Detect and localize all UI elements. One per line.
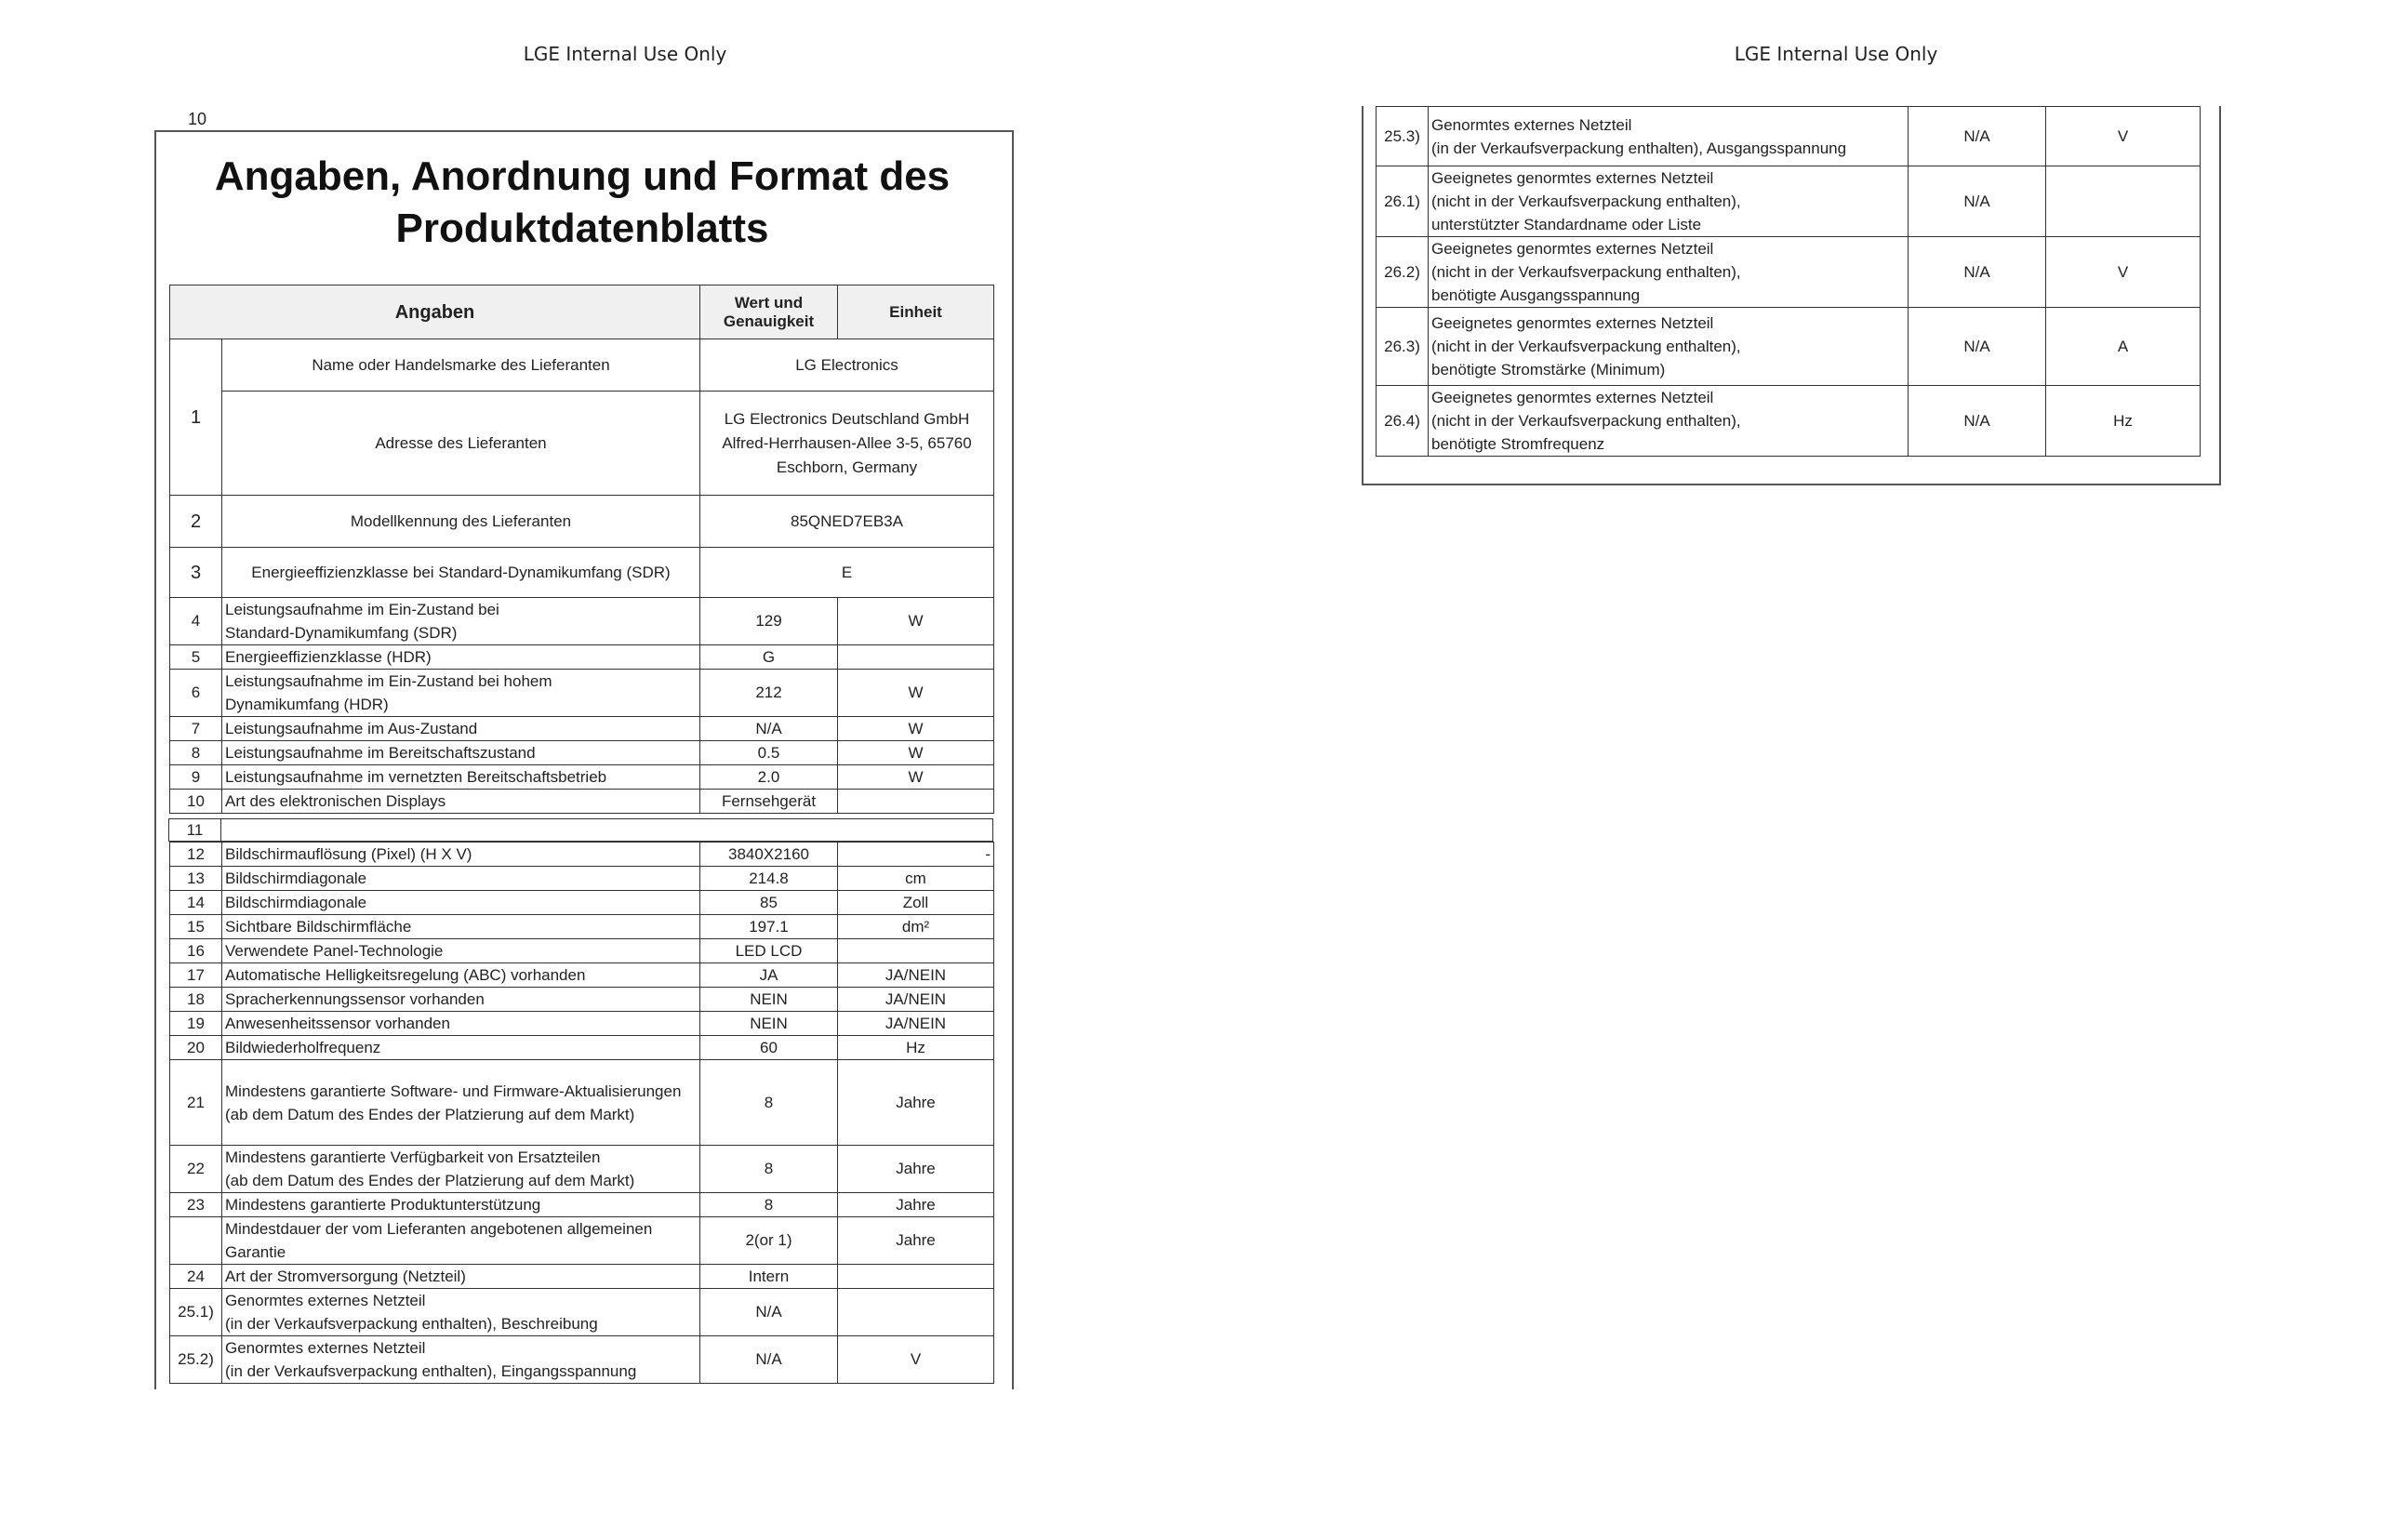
row-label <box>1429 308 1909 386</box>
row-value: N/A <box>1909 237 2046 308</box>
row-label <box>222 717 700 741</box>
table-row <box>170 1060 994 1146</box>
row-label <box>1429 166 1909 237</box>
row-label-line: Standard-Dynamikumfang (SDR) <box>225 624 458 642</box>
row-unit: Zoll <box>838 891 994 915</box>
header-angaben: Angaben <box>170 285 700 339</box>
row-unit: V <box>2046 107 2201 166</box>
row-number <box>170 1217 222 1265</box>
row-value: N/A <box>700 1336 838 1384</box>
row-label-line: Sichtbare Bildschirmfläche <box>225 918 412 936</box>
row-label-line: Leistungsaufnahme im Bereitschaftszustand <box>225 744 536 762</box>
row-number: 19 <box>170 1012 222 1036</box>
row-label-line: Energieeffizienzklasse (HDR) <box>225 648 432 666</box>
row-value: 197.1 <box>700 915 838 939</box>
row-value: 8 <box>700 1193 838 1217</box>
row-label <box>222 1146 700 1193</box>
row-unit: W <box>838 717 994 741</box>
table-row <box>170 1146 994 1193</box>
header-wert-line1: Wert und <box>734 293 804 312</box>
table-row <box>170 1289 994 1336</box>
row-label-line: Genormtes externes Netzteil <box>225 1292 426 1309</box>
datasheet-table-part1 <box>169 285 994 814</box>
row-label <box>1429 237 1909 308</box>
row-label-line: (nicht in der Verkaufsverpackung enthalten), <box>1431 338 1741 355</box>
row-value: Intern <box>700 1265 838 1289</box>
row-label <box>1429 386 1909 457</box>
row-number: 2 <box>170 496 222 548</box>
title-line-1: Angaben, Anordnung und Format des <box>214 153 951 199</box>
row-label-line: Mindestens garantierte Software- und Firmware-Aktualisierungen <box>225 1082 682 1100</box>
row-label <box>222 843 700 867</box>
table-row <box>170 717 994 741</box>
row-unit: Hz <box>2046 386 2201 457</box>
row-unit: cm <box>838 867 994 891</box>
table-row <box>1377 386 2201 457</box>
row-number: 11 <box>169 819 221 842</box>
table-row <box>170 915 994 939</box>
row-number: 4 <box>170 598 222 645</box>
row-label-line: Bildschirmauflösung (Pixel) (H X V) <box>225 845 472 863</box>
datasheet-table-part2 <box>169 842 994 1384</box>
row-value: N/A <box>700 1289 838 1336</box>
row-label-line: Bildwiederholfrequenz <box>225 1039 381 1056</box>
table-row <box>170 392 994 496</box>
row-value: 3840X2160 <box>700 843 838 867</box>
table-row <box>1377 237 2201 308</box>
row-value: JA <box>700 963 838 988</box>
row-number: 26.1) <box>1377 166 1429 237</box>
row-unit: JA/NEIN <box>838 963 994 988</box>
row-label <box>222 670 700 717</box>
row-value: 8 <box>700 1060 838 1146</box>
table-row <box>170 741 994 765</box>
row-label-line: (nicht in der Verkaufsverpackung enthalten), <box>1431 192 1741 210</box>
model-value: 85QNED7EB3A <box>700 496 994 548</box>
row-value: G <box>700 645 838 670</box>
row-label <box>222 988 700 1012</box>
row-value: N/A <box>1909 386 2046 457</box>
table-row <box>170 1265 994 1289</box>
table-row <box>170 1217 994 1265</box>
row-label-line: Geeignetes genormtes externes Netzteil <box>1431 240 1714 258</box>
row-label-line: Dynamikumfang (HDR) <box>225 696 389 713</box>
row-value: 2.0 <box>700 765 838 790</box>
row-number: 16 <box>170 939 222 963</box>
row-label-line: (in der Verkaufsverpackung enthalten), Eingangsspannung <box>225 1362 637 1380</box>
table-row <box>170 1036 994 1060</box>
row-number: 20 <box>170 1036 222 1060</box>
row-label-line: Geeignetes genormtes externes Netzteil <box>1431 314 1714 332</box>
page-header-right: LGE Internal Use Only <box>1734 43 1938 65</box>
row-label-line: Anwesenheitssensor vorhanden <box>225 1015 450 1032</box>
table-row <box>170 988 994 1012</box>
row-value: Fernsehgerät <box>700 790 838 814</box>
row-label-line: (in der Verkaufsverpackung enthalten), Ausgangsspannung <box>1431 139 1847 157</box>
row-label <box>222 1265 700 1289</box>
row-label <box>222 915 700 939</box>
table-row <box>170 548 994 598</box>
row-label-line: benötigte Stromfrequenz <box>1431 435 1605 453</box>
row-label-line: Art der Stromversorgung (Netzteil) <box>225 1268 466 1285</box>
row-number: 13 <box>170 867 222 891</box>
row-value: N/A <box>1909 107 2046 166</box>
row-number: 22 <box>170 1146 222 1193</box>
row-number: 18 <box>170 988 222 1012</box>
row-number: 5 <box>170 645 222 670</box>
row-number: 3 <box>170 548 222 598</box>
supplier-name-label: Name oder Handelsmarke des Lieferanten <box>222 339 700 392</box>
table-row <box>170 867 994 891</box>
datasheet-table-part3 <box>1376 106 2201 457</box>
row-label-line: Leistungsaufnahme im Ein-Zustand bei hohem <box>225 672 552 690</box>
row-label <box>222 891 700 915</box>
row-label-line: Leistungsaufnahme im vernetzten Bereitschaftsbetrieb <box>225 768 607 786</box>
row-label-line: Mindestens garantierte Verfügbarkeit von Ersatzteilen <box>225 1148 601 1166</box>
row-value: 60 <box>700 1036 838 1060</box>
row-11-table <box>168 818 993 842</box>
row-number: 23 <box>170 1193 222 1217</box>
document-title <box>173 151 991 255</box>
row-unit <box>838 939 994 963</box>
table-row <box>170 496 994 548</box>
row-number: 26.3) <box>1377 308 1429 386</box>
row-label-line: (ab dem Datum des Endes der Platzierung auf dem Markt) <box>225 1172 635 1189</box>
row-label <box>222 867 700 891</box>
table-row-11 <box>169 818 993 843</box>
row-label-line: Bildschirmdiagonale <box>225 894 367 911</box>
row-label <box>222 1217 700 1265</box>
row-label-line: Verwendete Panel-Technologie <box>225 942 444 960</box>
row-number: 1 <box>170 339 222 496</box>
row-unit: Hz <box>838 1036 994 1060</box>
table-row <box>170 598 994 645</box>
row-unit <box>838 1289 994 1336</box>
row-unit: Jahre <box>838 1193 994 1217</box>
row-number: 14 <box>170 891 222 915</box>
row-unit: Jahre <box>838 1146 994 1193</box>
row-number: 6 <box>170 670 222 717</box>
row-value: NEIN <box>700 988 838 1012</box>
row-value: LED LCD <box>700 939 838 963</box>
row-label-line: Automatische Helligkeitsregelung (ABC) vorhanden <box>225 966 586 984</box>
table-header-row <box>170 285 994 339</box>
row-value: NEIN <box>700 1012 838 1036</box>
header-einheit: Einheit <box>838 285 994 339</box>
row-label-line: Leistungsaufnahme im Ein-Zustand bei <box>225 601 499 618</box>
row-unit: V <box>838 1336 994 1384</box>
table-row <box>170 339 994 392</box>
row-unit: dm² <box>838 915 994 939</box>
row-label-line: benötigte Ausgangsspannung <box>1431 286 1641 304</box>
address-line-3: Eschborn, Germany <box>776 458 918 476</box>
row-label-line: (nicht in der Verkaufsverpackung enthalten), <box>1431 412 1741 430</box>
row-value: 2(or 1) <box>700 1217 838 1265</box>
title-line-2: Produktdatenblatts <box>395 206 769 251</box>
row-value: 8 <box>700 1146 838 1193</box>
row-value: 0.5 <box>700 741 838 765</box>
table-row <box>170 891 994 915</box>
energy-class-sdr-value: E <box>700 548 994 598</box>
row-label <box>222 1012 700 1036</box>
row-unit: A <box>2046 308 2201 386</box>
table-row <box>170 645 994 670</box>
row-label-line: Genormtes externes Netzteil <box>225 1339 426 1357</box>
row-number: 25.3) <box>1377 107 1429 166</box>
table-row <box>1377 308 2201 386</box>
page-header-left: LGE Internal Use Only <box>523 43 727 65</box>
row-label <box>222 1193 700 1217</box>
table-row <box>170 1336 994 1384</box>
row-label <box>222 1336 700 1384</box>
row-label-line: (ab dem Datum des Endes der Platzierung auf dem Markt) <box>225 1105 635 1123</box>
row-label-line: Garantie <box>225 1243 286 1261</box>
row-label <box>222 598 700 645</box>
table-row <box>170 939 994 963</box>
row-label-line: Leistungsaufnahme im Aus-Zustand <box>225 720 478 737</box>
row-number: 26.2) <box>1377 237 1429 308</box>
row-unit: - <box>838 843 994 867</box>
row-label <box>222 645 700 670</box>
row-value: 129 <box>700 598 838 645</box>
row-value: N/A <box>1909 166 2046 237</box>
row-value: 212 <box>700 670 838 717</box>
table-row <box>1377 107 2201 166</box>
row-label-line: benötigte Stromstärke (Minimum) <box>1431 361 1666 378</box>
row-label-line: (in der Verkaufsverpackung enthalten), Beschreibung <box>225 1315 598 1333</box>
row-number: 12 <box>170 843 222 867</box>
header-wert <box>700 285 838 339</box>
row-label-line: (nicht in der Verkaufsverpackung enthalten), <box>1431 263 1741 281</box>
page-number: 10 <box>188 110 207 128</box>
row-label <box>222 1036 700 1060</box>
row-label-line: Spracherkennungssensor vorhanden <box>225 990 485 1008</box>
row-unit: W <box>838 598 994 645</box>
row-number: 17 <box>170 963 222 988</box>
row-number: 24 <box>170 1265 222 1289</box>
row-number: 25.2) <box>170 1336 222 1384</box>
row-label <box>222 1060 700 1146</box>
table-row <box>170 1012 994 1036</box>
address-line-1: LG Electronics Deutschland GmbH <box>724 409 970 428</box>
row-label-line: Mindestens garantierte Produktunterstützung <box>225 1196 541 1214</box>
table-row <box>170 1193 994 1217</box>
row-label <box>222 765 700 790</box>
row-label <box>222 963 700 988</box>
row-label <box>222 1289 700 1336</box>
table-row <box>1377 166 2201 237</box>
address-line-2: Alfred-Herrhausen-Allee 3-5, 65760 <box>722 433 972 452</box>
row-label <box>222 790 700 814</box>
supplier-name-value: LG Electronics <box>700 339 994 392</box>
row-unit: Jahre <box>838 1217 994 1265</box>
row-unit <box>838 790 994 814</box>
supplier-address-value <box>700 392 994 496</box>
row-number: 15 <box>170 915 222 939</box>
table-row <box>170 963 994 988</box>
row-label-line: unterstützter Standardname oder Liste <box>1431 216 1702 233</box>
model-label: Modellkennung des Lieferanten <box>222 496 700 548</box>
supplier-address-label: Adresse des Lieferanten <box>222 392 700 496</box>
row-label <box>1429 107 1909 166</box>
table-row <box>170 765 994 790</box>
row-unit <box>838 645 994 670</box>
row-value: N/A <box>1909 308 2046 386</box>
row-unit <box>2046 166 2201 237</box>
row-number: 10 <box>170 790 222 814</box>
row-label-line: Geeignetes genormtes externes Netzteil <box>1431 169 1714 187</box>
row-value: 85 <box>700 891 838 915</box>
row-label-line: Mindestdauer der vom Lieferanten angebotenen allgemeinen <box>225 1220 653 1238</box>
energy-class-sdr-label: Energieeffizienzklasse bei Standard-Dynamikumfang (SDR) <box>222 548 700 598</box>
row-number: 9 <box>170 765 222 790</box>
row-value: N/A <box>700 717 838 741</box>
row-11-empty <box>221 819 993 842</box>
row-unit: Jahre <box>838 1060 994 1146</box>
row-label <box>222 741 700 765</box>
table-row <box>170 790 994 814</box>
row-unit <box>838 1265 994 1289</box>
row-unit: W <box>838 741 994 765</box>
row-unit: W <box>838 670 994 717</box>
table-row <box>170 670 994 717</box>
row-label-line: Art des elektronischen Displays <box>225 792 446 810</box>
row-label <box>222 939 700 963</box>
row-unit: V <box>2046 237 2201 308</box>
row-number: 8 <box>170 741 222 765</box>
row-value: 214.8 <box>700 867 838 891</box>
row-number: 26.4) <box>1377 386 1429 457</box>
header-wert-line2: Genauigkeit <box>723 312 815 330</box>
row-number: 7 <box>170 717 222 741</box>
row-label-line: Bildschirmdiagonale <box>225 870 367 887</box>
row-unit: JA/NEIN <box>838 1012 994 1036</box>
row-unit: JA/NEIN <box>838 988 994 1012</box>
row-unit: W <box>838 765 994 790</box>
row-label-line: Geeignetes genormtes externes Netzteil <box>1431 389 1714 406</box>
row-number: 25.1) <box>170 1289 222 1336</box>
table-row <box>170 843 994 867</box>
row-number: 21 <box>170 1060 222 1146</box>
row-label-line: Genormtes externes Netzteil <box>1431 115 1632 134</box>
